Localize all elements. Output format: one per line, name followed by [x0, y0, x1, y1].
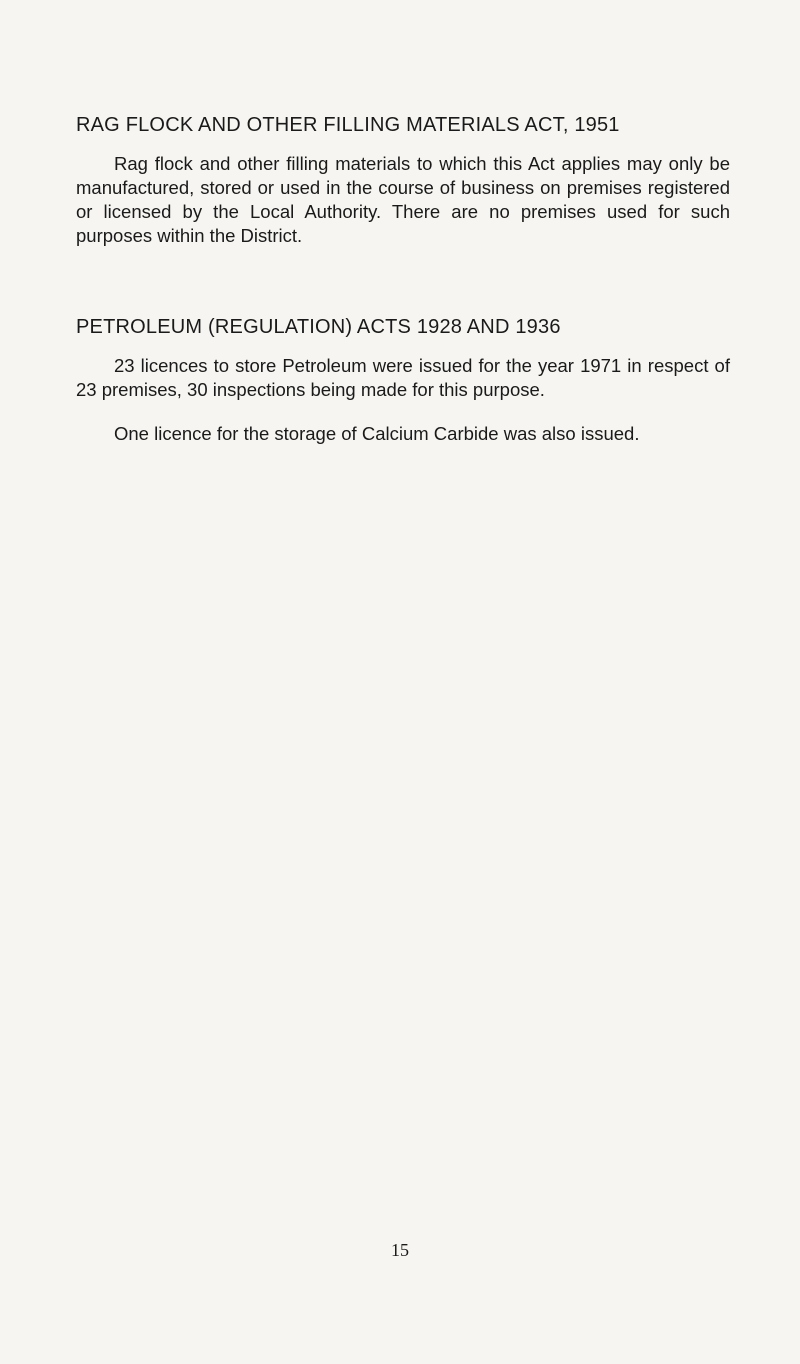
page-number: 15 [391, 1240, 409, 1260]
section-paragraph: 23 licences to store Petroleum were issued for the year 1971 in respect of 23 premises, 30 inspections being made for this purpose. [76, 355, 730, 400]
section-paragraph: One licence for the storage of Calcium Carbide was also issued. [114, 423, 640, 444]
section-paragraph: Rag flock and other filling materials to which this Act applies may only be manufactured, stored or used in the course of business on premises registered or licensed by the Local Authority. There are no premises used for such purposes within the District. [76, 153, 730, 246]
section-petroleum [76, 314, 730, 446]
section-heading: RAG FLOCK AND OTHER FILLING MATERIALS ACT, 1951 [76, 114, 620, 136]
section-heading: PETROLEUM (REGULATION) ACTS 1928 AND 1936 [76, 316, 561, 338]
section-rag-flock [76, 112, 730, 248]
